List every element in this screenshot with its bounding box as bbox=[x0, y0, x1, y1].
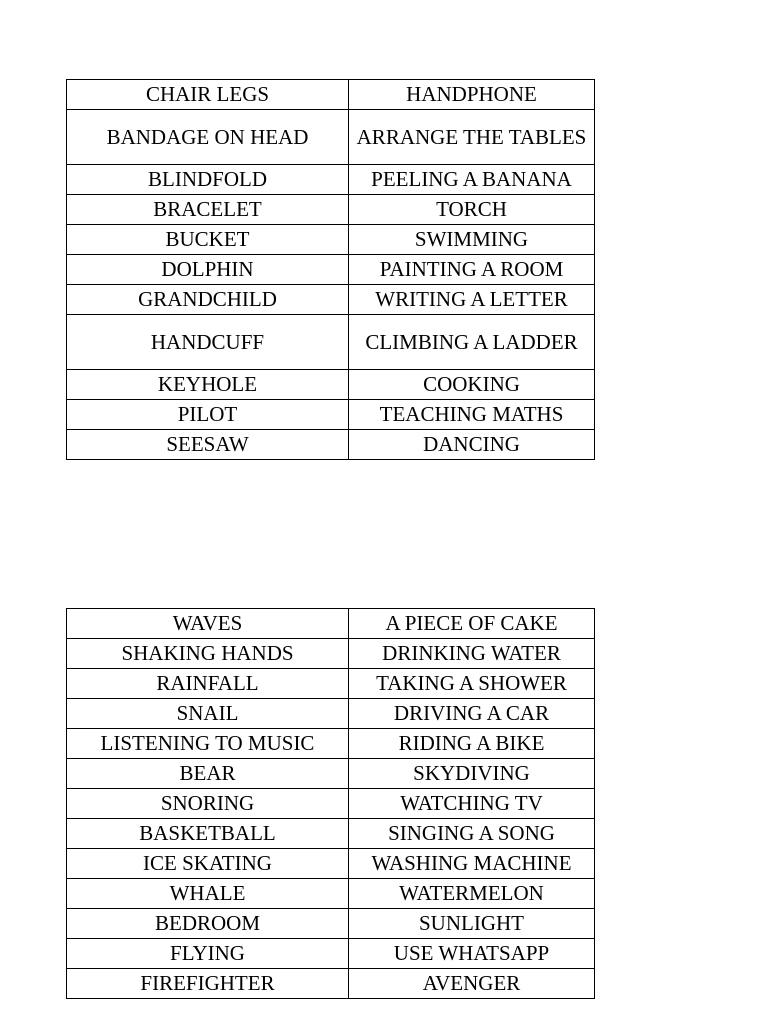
table-row bbox=[67, 849, 595, 879]
table-cell: SWIMMING bbox=[349, 225, 595, 255]
table-row bbox=[67, 370, 595, 400]
table-cell: SUNLIGHT bbox=[349, 909, 595, 939]
table-cell: SKYDIVING bbox=[349, 759, 595, 789]
table-row bbox=[67, 400, 595, 430]
table-cell: DRINKING WATER bbox=[349, 639, 595, 669]
table-cell: DRIVING A CAR bbox=[349, 699, 595, 729]
table-row bbox=[67, 255, 595, 285]
table-cell: WRITING A LETTER bbox=[349, 285, 595, 315]
table-row bbox=[67, 225, 595, 255]
table-row bbox=[67, 819, 595, 849]
table-cell: WHALE bbox=[67, 879, 349, 909]
table-cell: PILOT bbox=[67, 400, 349, 430]
table-cell: PEELING A BANANA bbox=[349, 165, 595, 195]
table-cell: RIDING A BIKE bbox=[349, 729, 595, 759]
table-cell: PAINTING A ROOM bbox=[349, 255, 595, 285]
table-cell: WATERMELON bbox=[349, 879, 595, 909]
table-row bbox=[67, 789, 595, 819]
table-cell: ARRANGE THE TABLES bbox=[349, 110, 595, 165]
table-cell: BUCKET bbox=[67, 225, 349, 255]
table-cell: BRACELET bbox=[67, 195, 349, 225]
table-row bbox=[67, 759, 595, 789]
table-cell: TORCH bbox=[349, 195, 595, 225]
table-cell: SHAKING HANDS bbox=[67, 639, 349, 669]
table-cell: LISTENING TO MUSIC bbox=[67, 729, 349, 759]
table-cell: CLIMBING A LADDER bbox=[349, 315, 595, 370]
table-row bbox=[67, 639, 595, 669]
table-row bbox=[67, 195, 595, 225]
table-cell: BEDROOM bbox=[67, 909, 349, 939]
table-cell: CHAIR LEGS bbox=[67, 80, 349, 110]
table-cell: SEESAW bbox=[67, 430, 349, 460]
word-table-one bbox=[66, 79, 595, 460]
table-row bbox=[67, 699, 595, 729]
table-cell: TAKING A SHOWER bbox=[349, 669, 595, 699]
table-cell: DOLPHIN bbox=[67, 255, 349, 285]
table-cell: WASHING MACHINE bbox=[349, 849, 595, 879]
table-cell: FIREFIGHTER bbox=[67, 969, 349, 999]
table-row bbox=[67, 315, 595, 370]
table-cell: RAINFALL bbox=[67, 669, 349, 699]
table-cell: BLINDFOLD bbox=[67, 165, 349, 195]
table-cell: BEAR bbox=[67, 759, 349, 789]
table-cell: USE WHATSAPP bbox=[349, 939, 595, 969]
table-row bbox=[67, 909, 595, 939]
table-cell: HANDCUFF bbox=[67, 315, 349, 370]
table-row bbox=[67, 430, 595, 460]
table-cell: TEACHING MATHS bbox=[349, 400, 595, 430]
table-row bbox=[67, 80, 595, 110]
table-row bbox=[67, 669, 595, 699]
table-cell: FLYING bbox=[67, 939, 349, 969]
table-row bbox=[67, 110, 595, 165]
table-cell: KEYHOLE bbox=[67, 370, 349, 400]
table-cell: WATCHING TV bbox=[349, 789, 595, 819]
table-row bbox=[67, 969, 595, 999]
table-cell: BANDAGE ON HEAD bbox=[67, 110, 349, 165]
table-row bbox=[67, 939, 595, 969]
table-row bbox=[67, 285, 595, 315]
table-row bbox=[67, 165, 595, 195]
table-cell: AVENGER bbox=[349, 969, 595, 999]
word-table-two bbox=[66, 608, 595, 999]
table-cell: COOKING bbox=[349, 370, 595, 400]
table-cell: BASKETBALL bbox=[67, 819, 349, 849]
table-cell: HANDPHONE bbox=[349, 80, 595, 110]
table-row bbox=[67, 879, 595, 909]
table-row bbox=[67, 729, 595, 759]
table-row bbox=[67, 609, 595, 639]
table-cell: GRANDCHILD bbox=[67, 285, 349, 315]
table-cell: SNAIL bbox=[67, 699, 349, 729]
table-cell: DANCING bbox=[349, 430, 595, 460]
table-cell: SINGING A SONG bbox=[349, 819, 595, 849]
table-cell: ICE SKATING bbox=[67, 849, 349, 879]
table-cell: A PIECE OF CAKE bbox=[349, 609, 595, 639]
table-cell: WAVES bbox=[67, 609, 349, 639]
table-cell: SNORING bbox=[67, 789, 349, 819]
